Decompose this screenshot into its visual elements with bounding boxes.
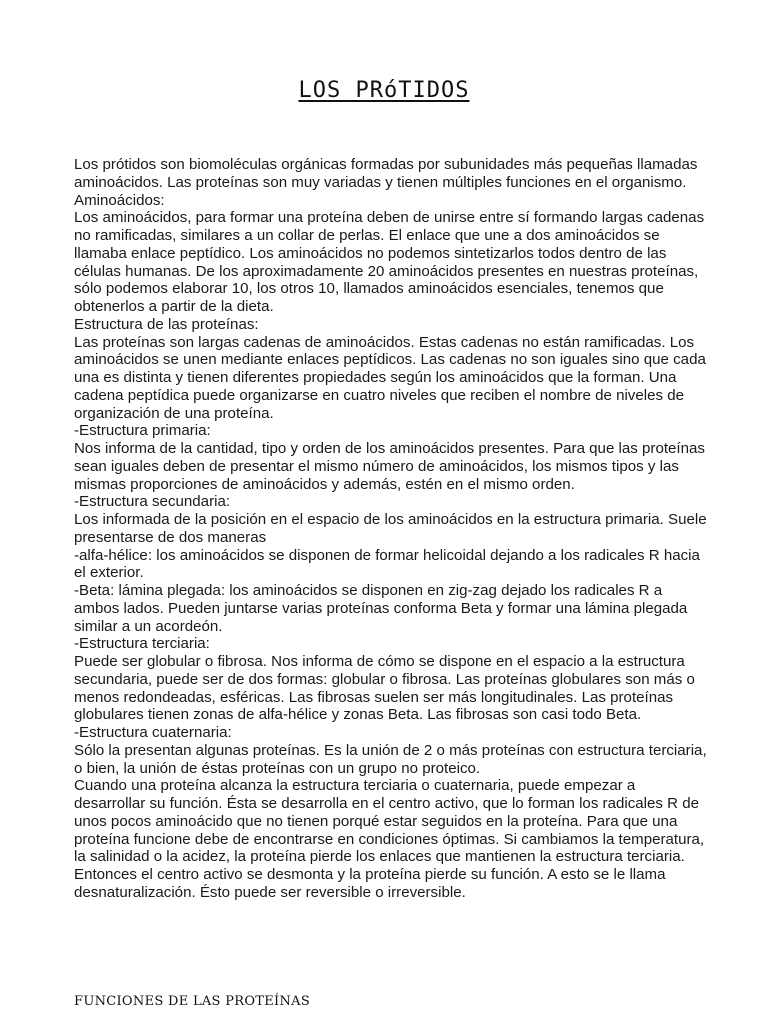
heading-estructura-cuaternaria: -Estructura cuaternaria: <box>74 724 232 741</box>
paragraph-beta-lamina: -Beta: lámina plegada: los aminoácidos se disponen en zig-zag dejado los radicales R a ambos lados. Pueden juntarse varias proteínas conforma Beta y formar una lámina plegada similar a un acordeón. <box>74 582 688 635</box>
heading-aminoacidos: Aminoácidos: <box>74 191 165 209</box>
heading-estructura-primaria: -Estructura primaria: <box>74 422 211 440</box>
document-body <box>74 156 708 902</box>
paragraph-estructura: Las proteínas son largas cadenas de aminoácidos. Estas cadenas no están ramificadas. Los aminoácidos se unen mediante enlaces peptídicos. Las cadenas no son iguales sino que cada una es distinta y tienen diferentes propiedades según los aminoácidos que la forman. Una cadena peptídica puede organizarse en cuatro niveles que reciben el nombre de niveles de organización de una proteína. <box>74 333 706 422</box>
paragraph-estructura-primaria: Nos informa de la cantidad, tipo y orden de los aminoácidos presentes. Para que las proteínas sean iguales deben de presentar el mismo número de aminoácidos, los mismos tipos y las mismas proporciones de aminoácidos y además, estén en el mismo orden. <box>74 440 705 493</box>
heading-estructura: Estructura de las proteínas: <box>74 315 259 333</box>
heading-estructura-terciaria: -Estructura terciaria: <box>74 635 210 653</box>
paragraph-intro: Los prótidos son biomoléculas orgánicas formadas por subunidades más pequeñas llamadas aminoácidos. Las proteínas son muy variadas y tienen múltiples funciones en el organismo. <box>74 156 698 191</box>
paragraph-estructura-cuaternaria: Sólo la presentan algunas proteínas. Es la unión de 2 o más proteínas con estructura terciaria, o bien, la unión de éstas proteínas con un grupo no proteico. <box>74 741 707 777</box>
page-title: LOS PRóTIDOS <box>298 78 470 103</box>
heading-estructura-secundaria: -Estructura secundaria: <box>74 493 231 511</box>
paragraph-alfa-helice: -alfa-hélice: los aminoácidos se disponen de formar helicoidal dejando a los radicales R hacia el exterior. <box>74 546 700 582</box>
paragraph-aminoacidos: Los aminoácidos, para formar una proteína deben de unirse entre sí formando largas cadenas no ramificadas, similares a un collar de perlas. El enlace que une a dos aminoácidos se llamaba enlace peptídico. Los aminoácidos no podemos sintetizarlos todos dentro de las células humanas. De los aproximadamente 20 aminoácidos presentes en nuestras proteínas, sólo podemos elaborar 10, los otros 10, llamados aminoácidos esenciales, tenemos que obtenerlos a partir de la dieta. <box>74 209 705 315</box>
paragraph-funcion-desnaturalizacion: Cuando una proteína alcanza la estructura terciaria o cuaternaria, puede empezar a desarrollar su función. Ésta se desarrolla en el centro activo, que lo forman los radicales R de unos pocos aminoácido que no tienen porqué estar seguidos en la proteína. Para que una proteína funcione debe de encontrarse en condiciones óptimas. Si cambiamos la temperatura, la salinidad o la acidez, la proteína pierde los enlaces que mantienen la estructura terciaria. Entonces el centro activo se desmonta y la proteína pierde su función. A esto se le llama desnaturalización. Ésto puede ser reversible o irreversible. <box>74 777 705 901</box>
paragraph-estructura-terciaria: Puede ser globular o fibrosa. Nos informa de cómo se dispone en el espacio a la estructura secundaria, puede ser de dos formas: globular o fibrosa. Las proteínas globulares son más o menos redondeadas, esféricas. Las fibrosas suelen ser más longitudinales. Las proteínas globulares tienen zonas de alfa-hélice y zonas Beta. Las fibrosas son casi todo Beta. <box>74 653 695 724</box>
section-heading-funciones: FUNCIONES DE LAS PROTEÍNAS <box>74 994 311 1009</box>
paragraph-estructura-secundaria: Los informada de la posición en el espacio de los aminoácidos en la estructura primaria. Suele presentarse de dos maneras <box>74 511 707 546</box>
